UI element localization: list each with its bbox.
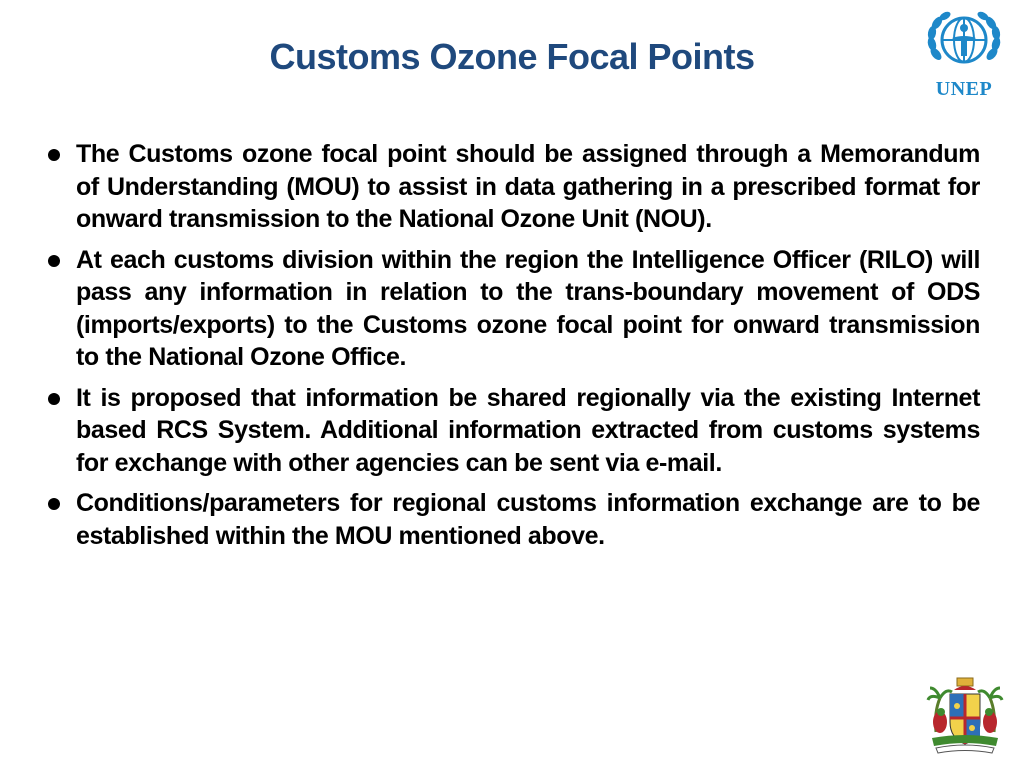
bullet-item <box>44 487 980 552</box>
bullet-list <box>44 138 980 560</box>
bullet-text: It is proposed that information be shared regionally via the existing Internet based RCS System. Additional information extracted from customs systems for exchange with other agencies can be sent via e-mail. <box>76 383 980 477</box>
bullet-text: At each customs division within the region the Intelligence Officer (RILO) will pass any information in relation to the trans-boundary movement of ODS (imports/exports) to the Customs ozone focal point for onward transmission to the National Ozone Office. <box>76 245 980 371</box>
bullet-dot-icon <box>48 498 60 510</box>
coat-of-arms-icon <box>926 672 1004 754</box>
slide-title: Customs Ozone Focal Points <box>269 36 755 77</box>
coat-of-arms <box>926 672 1004 754</box>
unep-logo-text: UNEP <box>935 78 993 100</box>
unep-logo <box>922 8 1006 104</box>
unep-emblem-icon <box>922 8 1006 78</box>
bullet-item <box>44 138 980 236</box>
bullet-dot-icon <box>48 255 60 267</box>
bullet-item <box>44 382 980 480</box>
bullet-item <box>44 244 980 374</box>
bullet-text: The Customs ozone focal point should be assigned through a Memorandum of Understanding (MOU) to assist in data gathering in a prescribed format for onward transmission to the National Ozone Unit (NOU). <box>76 140 980 233</box>
bullet-text: Conditions/parameters for regional customs information exchange are to be established within the MOU mentioned above. <box>76 489 980 550</box>
bullet-dot-icon <box>48 149 60 161</box>
bullet-dot-icon <box>48 393 60 405</box>
